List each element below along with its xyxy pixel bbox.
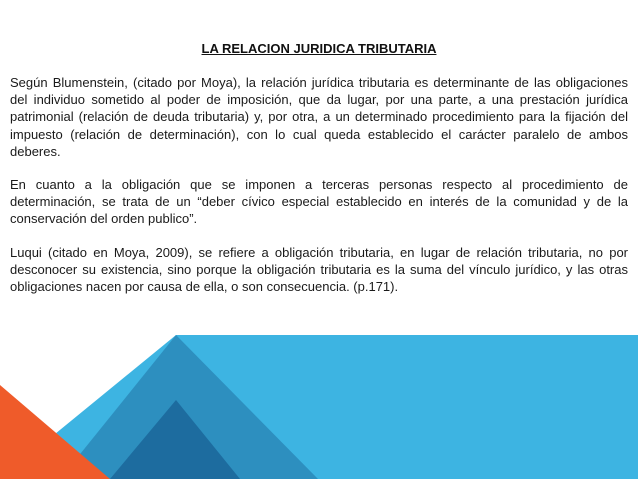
slide-title: LA RELACION JURIDICA TRIBUTARIA <box>201 41 437 56</box>
slide-content <box>10 40 628 311</box>
paragraph-2: En cuanto a la obligación que se imponen a terceras personas respecto al procedimiento de determinación, se trata de un “deber cívico especial establecido en interés de la comunidad y de la conservación del orden publico”. <box>10 177 628 227</box>
paragraph-1: Según Blumenstein, (citado por Moya), la relación jurídica tributaria es determinante de las obligaciones del individuo sometido al poder de imposición, que da lugar, por una parte, a una prestación jurídica patrimonial (relación de deuda tributaria) y, por otra, a un determinado procedimiento para la fijación del impuesto (relación de determinación), con lo cual queda establecido el carácter paralelo de ambos deberes. <box>10 75 628 159</box>
paragraph-3: Luqui (citado en Moya, 2009), se refiere a obligación tributaria, en lugar de relación tributaria, no por desconocer su existencia, sino porque la obligación tributaria es la suma del vínculo jurídico, y las otras obligaciones nacen por causa de ella, o son consecuencia. (p.171). <box>10 244 628 295</box>
